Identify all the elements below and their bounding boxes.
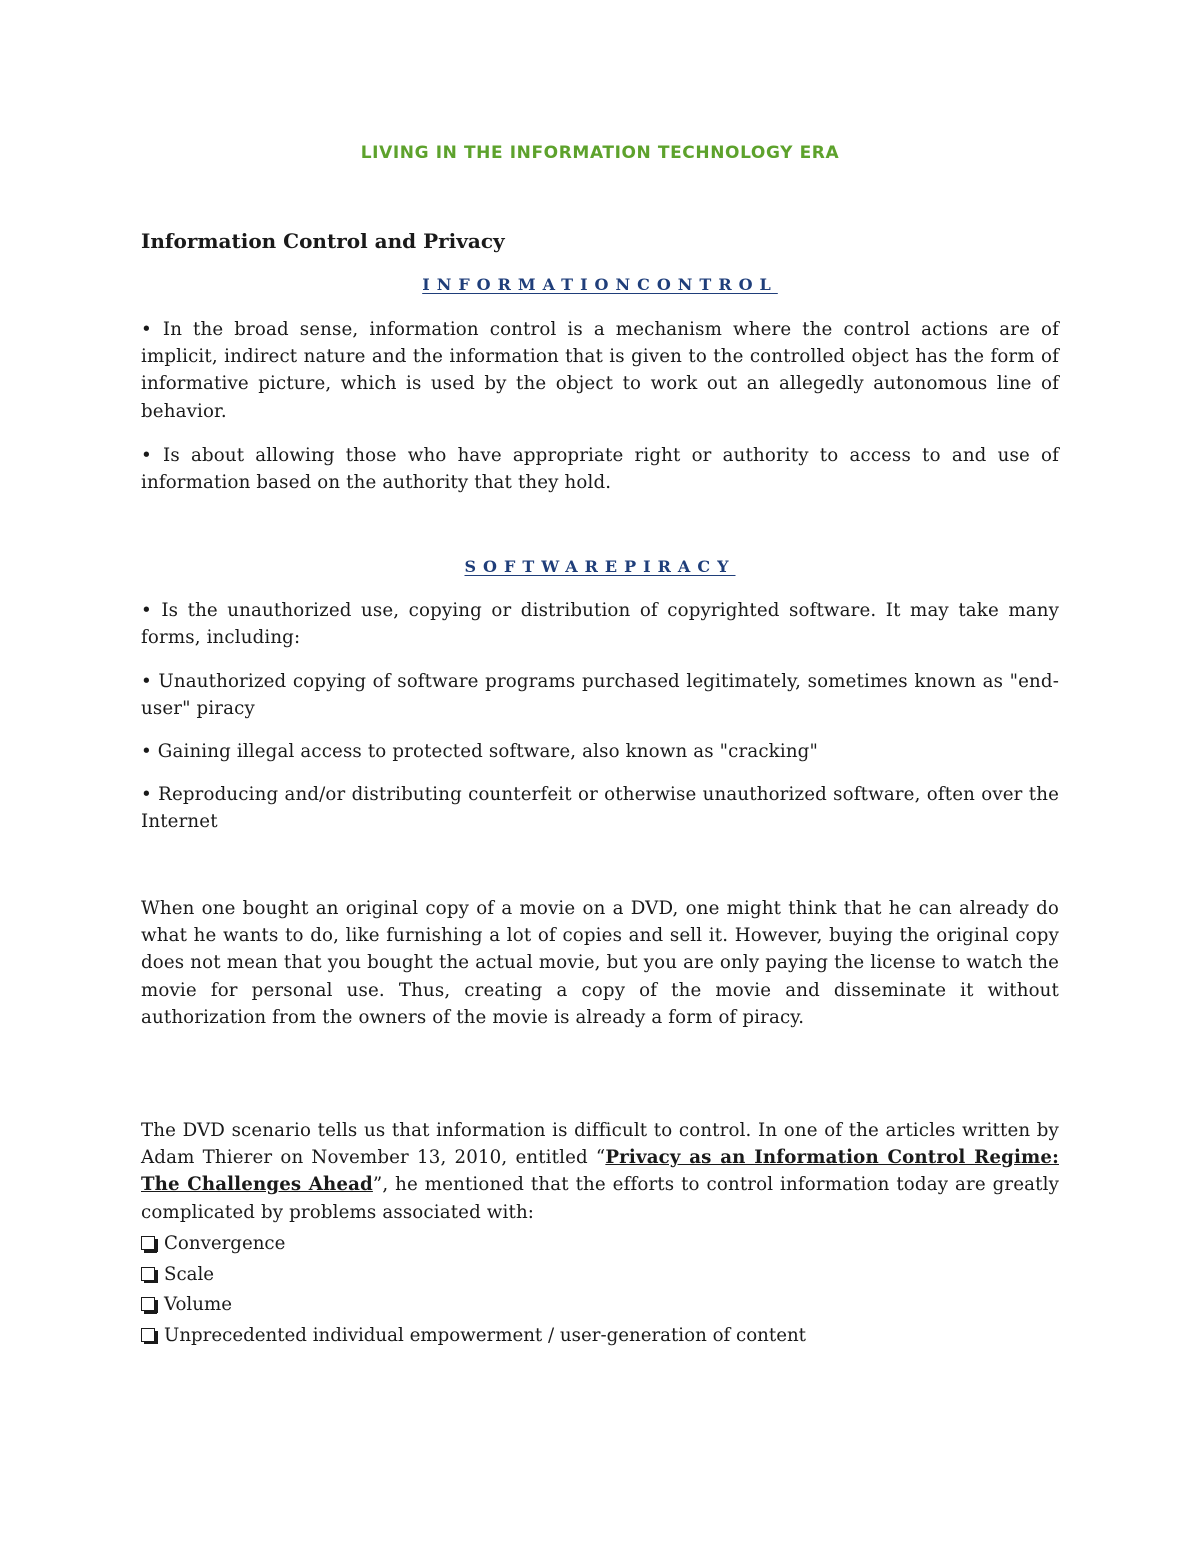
checkbox-icon [141, 1297, 155, 1311]
dvd-paragraph: When one bought an original copy of a movie on a DVD, one might think that he can already do what he wants to do, like furnishing a lot of copies and sell it. However, buying the original copy does not mean that you bought the actual movie, but you are only paying the license to watch the movie for personal use. Thus, creating a copy of the movie and disseminate it without authorization from the owners of the movie is already a form of piracy. [141, 898, 1059, 1028]
information-control-bullet: • Is about allowing those who have appropriate right or authority to access to and use of information based on the authority that they hold. [141, 445, 1059, 494]
information-control-bullet: • In the broad sense, information control is a mechanism where the control actions are of implicit, indirect nature and the information that is given to the controlled object has the form of informative picture, which is used by the object to work out an allegedly autonomous line of behavior. [141, 319, 1059, 422]
software-piracy-bullet: • Is the unauthorized use, copying or distribution of copyrighted software. It may take many forms, including: [141, 600, 1059, 649]
software-piracy-bullet: • Reproducing and/or distributing counterfeit or otherwise unauthorized software, often over the Internet [141, 784, 1059, 833]
checkbox-icon [141, 1328, 155, 1342]
section-heading: Information Control and Privacy [141, 229, 505, 253]
checkbox-icon [141, 1236, 155, 1250]
software-piracy-bullet: • Unauthorized copying of software programs purchased legitimately, sometimes known as "end-user" piracy [141, 671, 1059, 720]
scenario-text-before: The DVD scenario tells us that information is difficult to control. In one of the articles written by Adam Thierer on November 13, 2010, entitled “ [141, 1120, 1059, 1169]
software-piracy-bullet: • Gaining illegal access to protected software, also known as "cracking" [141, 741, 818, 762]
scenario-paragraph [141, 1117, 1059, 1226]
problems-checklist [141, 1229, 806, 1351]
checklist-item-label: Unprecedented individual empowerment / user-generation of content [164, 1324, 806, 1346]
checklist-item [141, 1290, 806, 1321]
document-header-title: LIVING IN THE INFORMATION TECHNOLOGY ERA [360, 143, 840, 163]
scenario-text-after: ”, he mentioned that the efforts to control information today are greatly complicated by problems associated with: [141, 1174, 1059, 1223]
checklist-item [141, 1260, 806, 1291]
checklist-item-label: Scale [164, 1263, 215, 1285]
information-control-heading: INFORMATIONCONTROL [422, 275, 778, 294]
checklist-item [141, 1229, 806, 1260]
software-piracy-heading: SOFTWAREPIRACY [464, 557, 736, 576]
checklist-item [141, 1321, 806, 1352]
article-title-link[interactable]: Privacy as an Information Control Regime: The Challenges Ahead [141, 1147, 1059, 1196]
checklist-item-label: Convergence [164, 1233, 286, 1255]
checklist-item-label: Volume [164, 1294, 232, 1316]
checkbox-icon [141, 1267, 155, 1281]
